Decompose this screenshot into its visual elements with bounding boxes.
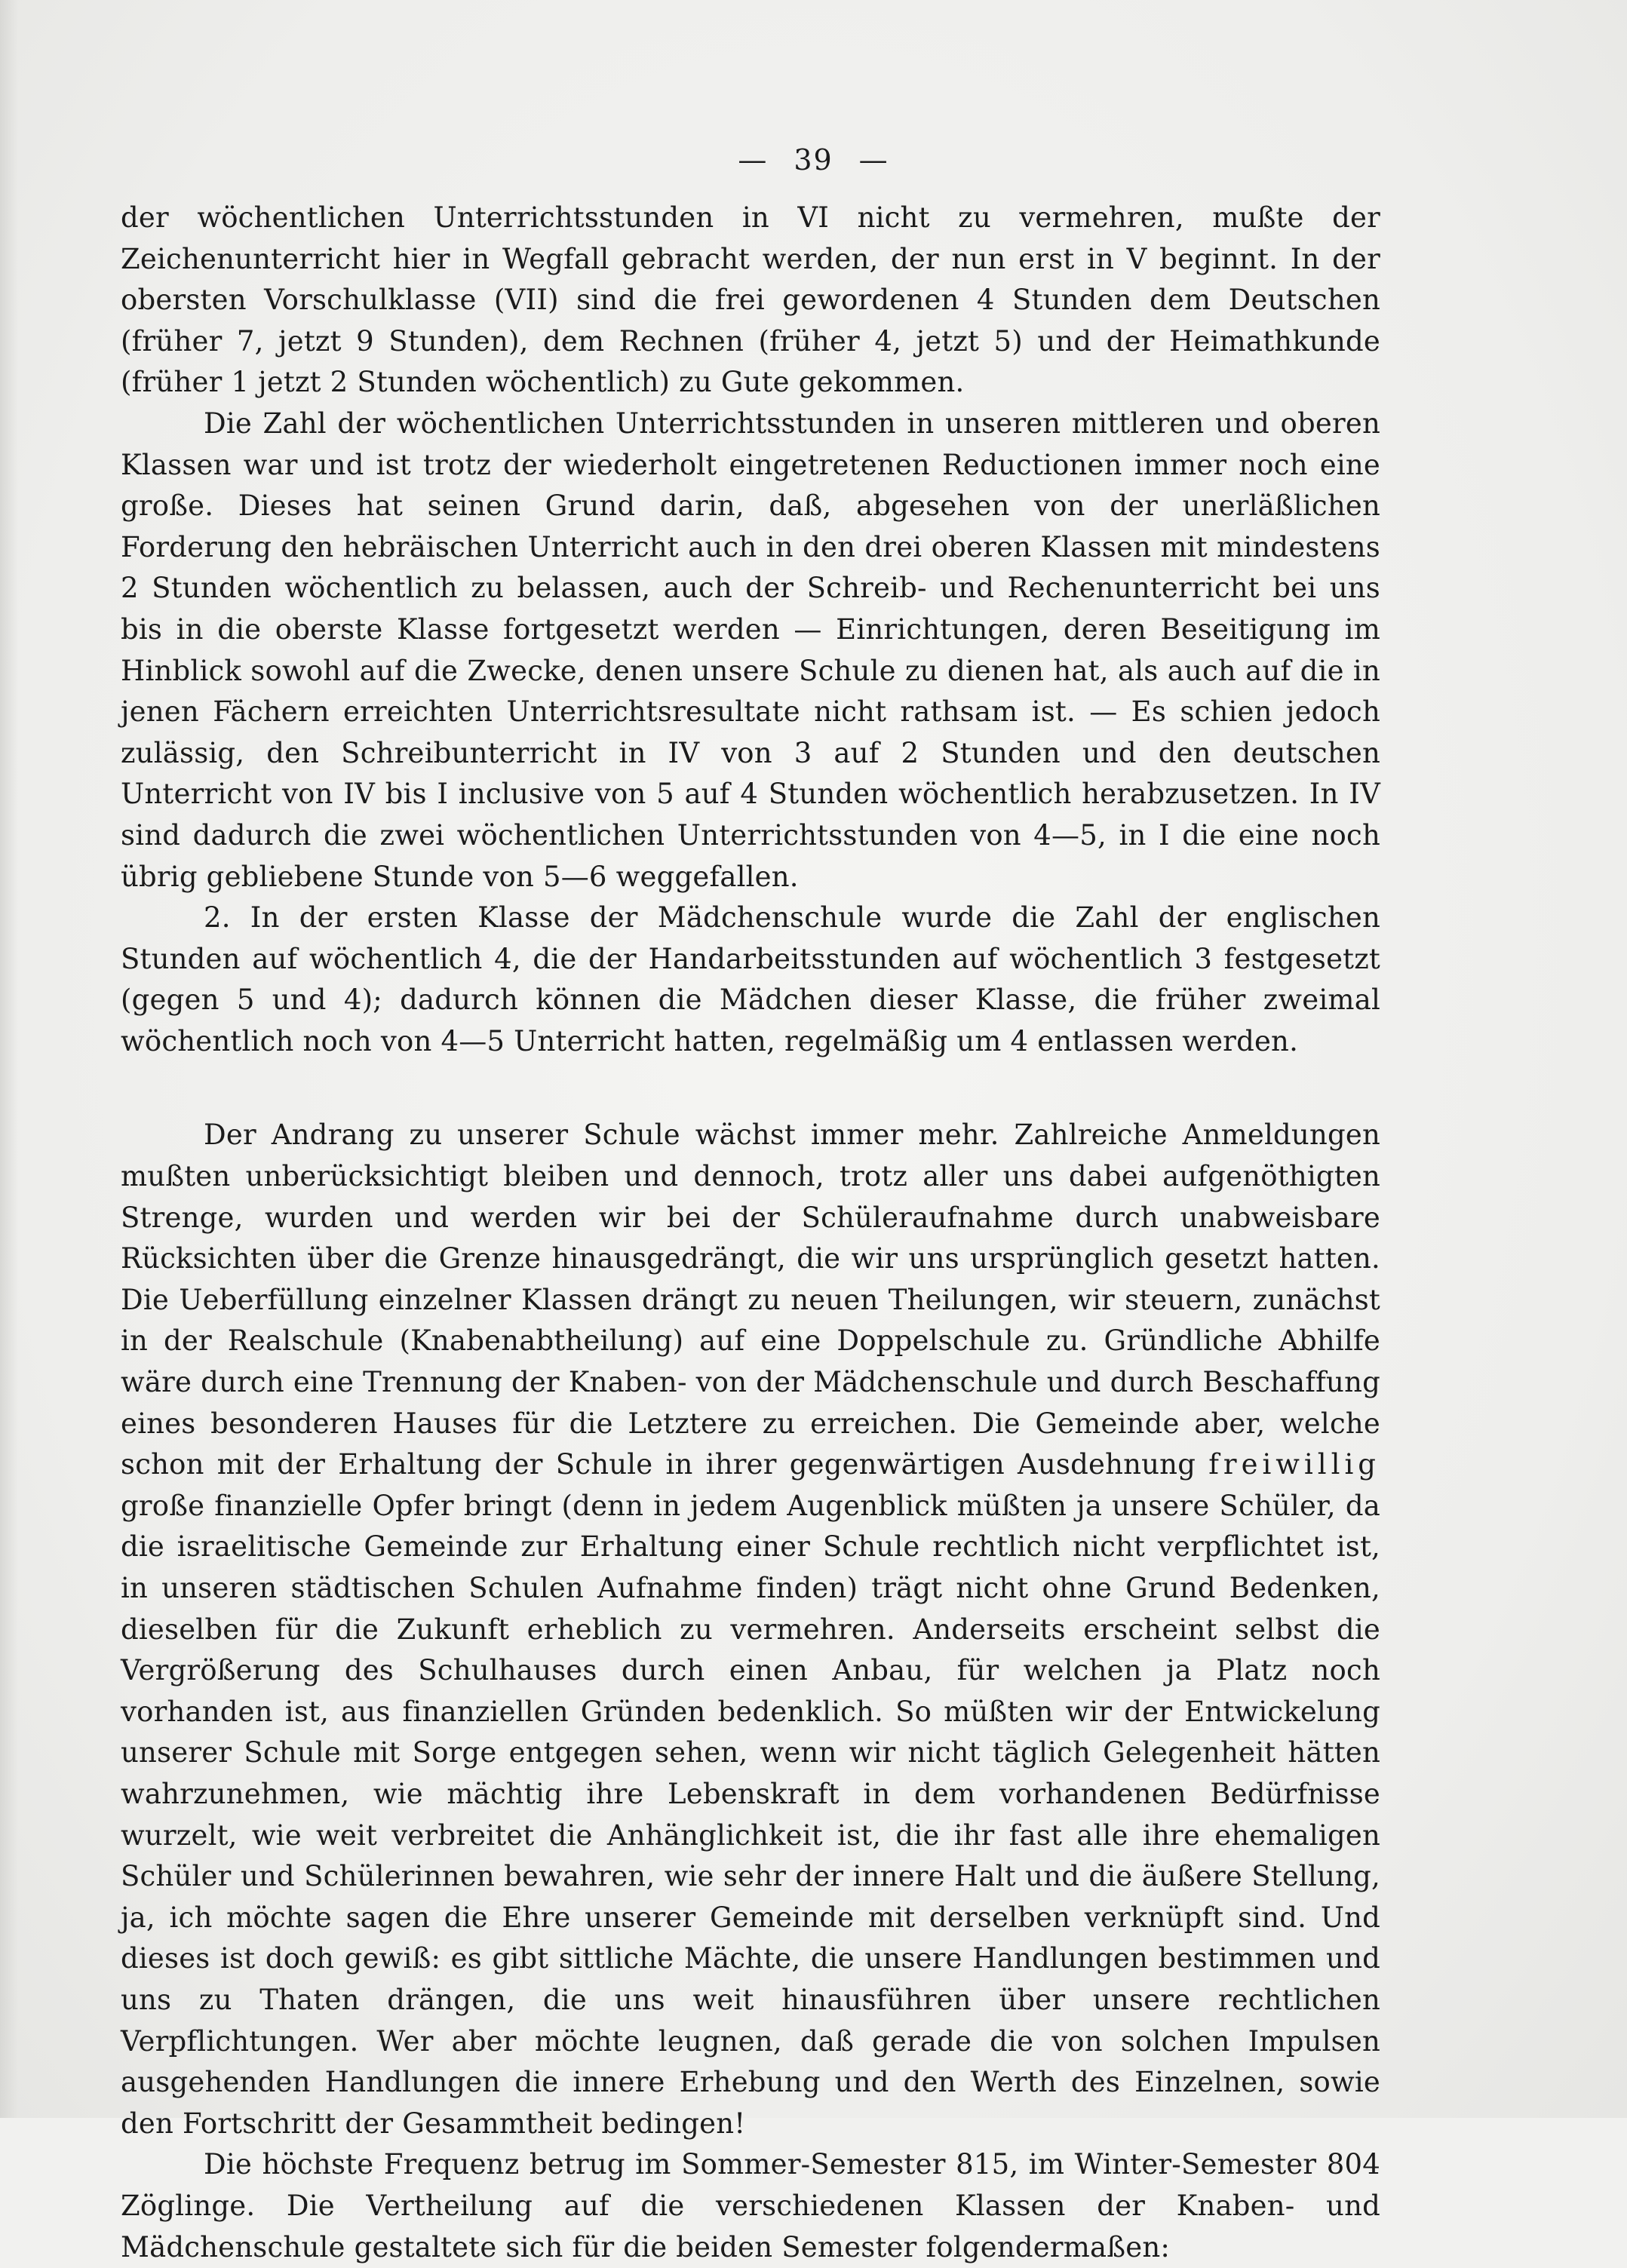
page-number-dash-left: — [738, 143, 769, 176]
body-text [121, 198, 1380, 2268]
paragraph-admissions [121, 1115, 1380, 2144]
paragraph-frequency: Die höchste Frequenz betrug im Sommer-Semester 815, im Winter-Semester 804 Zöglinge. Die Vertheilung auf die verschiedenen Klassen der Knaben- und Mädchenschule gestaltete sich für die beiden Semester folgendermaßen: [121, 2148, 1380, 2263]
page-number: 39 [794, 143, 833, 176]
page-number-line [0, 143, 1627, 176]
page-edge-shadow [0, 0, 18, 2118]
paragraph-continued: der wöchentlichen Unterrichtsstunden in VI nicht zu vermehren, mußte der Zeichenunterricht hier in Wegfall gebracht werden, der nun erst in V beginnt. In der obersten Vorschulklasse (VII) sind die frei gewordenen 4 Stunden dem Deutschen (früher 7, jetzt 9 Stunden), dem Rechnen (früher 4, jetzt 5) und der Heimathkunde (früher 1 jetzt 2 Stunden wöchentlich) zu Gute gekommen. [121, 201, 1380, 399]
page-number-dash-right: — [858, 143, 889, 176]
paragraph-girls-school: 2. In der ersten Klasse der Mädchenschule wurde die Zahl der englischen Stunden auf wöchentlich 4, die der Handarbeitsstunden auf wöchentlich 3 festgesetzt (gegen 5 und 4); dadurch können die Mädchen dieser Klasse, die früher zweimal wöchentlich noch von 4—5 Unterricht hatten, regelmäßig um 4 entlassen werden. [121, 901, 1380, 1057]
emphasis-freiwillig: freiwillig [1208, 1448, 1380, 1481]
paragraph-admissions-part1: Der Andrang zu unserer Schule wächst immer mehr. Zahlreiche Anmeldungen mußten unberücksichtigt bleiben und dennoch, trotz aller uns dabei aufgenöthigten Strenge, wurden und werden wir bei der Schüleraufnahme durch unabweisbare Rücksichten über die Grenze hinausgedrängt, die wir uns ursprünglich gesetzt hatten. Die Ueberfüllung einzelner Klassen drängt zu neuen Theilungen, wir steuern, zunächst in der Realschule (Knabenabtheilung) auf eine Doppelschule zu. Gründliche Abhilfe wäre durch eine Trennung der Knaben- von der Mädchenschule und durch Beschaffung eines besonderen Hauses für die Letztere zu erreichen. Die Gemeinde aber, welche schon mit der Erhaltung der Schule in ihrer gegenwärtigen Ausdehnung [121, 1119, 1380, 1481]
paragraph-lesson-hours: Die Zahl der wöchentlichen Unterrichtsstunden in unseren mittleren und oberen Klassen war und ist trotz der wiederholt eingetretenen Reductionen immer noch eine große. Dieses hat seinen Grund darin, daß, abgesehen von der unerläßlichen Forderung den hebräischen Unterricht auch in den drei oberen Klassen mit mindestens 2 Stunden wöchentlich zu belassen, auch der Schreib- und Rechenunterricht bei uns bis in die oberste Klasse fortgesetzt werden — Einrichtungen, deren Beseitigung im Hinblick sowohl auf die Zwecke, denen unsere Schule zu dienen hat, als auch auf die in jenen Fächern erreichten Unterrichtsresultate nicht rathsam ist. — Es schien jedoch zulässig, den Schreibunterricht in IV von 3 auf 2 Stunden und den deutschen Unterricht von IV bis I inclusive von 5 auf 4 Stunden wöchentlich herabzusetzen. In IV sind dadurch die zwei wöchentlichen Unterrichtsstunden von 4—5, in I die eine noch übrig gebliebene Stunde von 5—6 weggefallen. [121, 407, 1380, 893]
paragraph-admissions-part2: große finanzielle Opfer bringt (denn in jedem Augenblick müßten ja unsere Schüler, da die israelitische Gemeinde zur Erhaltung einer Schule rechtlich nicht verpflichtet ist, in unseren städtischen Schulen Aufnahme finden) trägt nicht ohne Grund Bedenken, dieselben für die Zukunft erheblich zu vermehren. Anderseits erscheint selbst die Vergrößerung des Schulhauses durch einen Anbau, für welchen ja Platz noch vorhanden ist, aus finanziellen Gründen bedenklich. So müßten wir der Entwickelung unserer Schule mit Sorge entgegen sehen, wenn wir nicht täglich Gelegenheit hätten wahrzunehmen, wie mächtig ihre Lebenskraft in dem vorhandenen Bedürfnisse wurzelt, wie weit verbreitet die Anhänglichkeit ist, die ihr fast alle ihre ehemaligen Schüler und Schülerinnen bewahren, wie sehr der innere Halt und die äußere Stellung, ja, ich möchte sagen die Ehre unserer Gemeinde mit derselben verknüpft sind. Und dieses ist doch gewiß: es gibt sittliche Mächte, die unsere Handlungen bestimmen und uns zu Thaten drängen, die uns weit hinausführen über unsere rechtlichen Verpflichtungen. Wer aber möchte leugnen, daß gerade die von solchen Impulsen ausgehenden Handlungen die innere Erhebung und den Werth des Einzelnen, sowie den Fortschritt der Gesammtheit bedingen! [121, 1489, 1380, 2140]
